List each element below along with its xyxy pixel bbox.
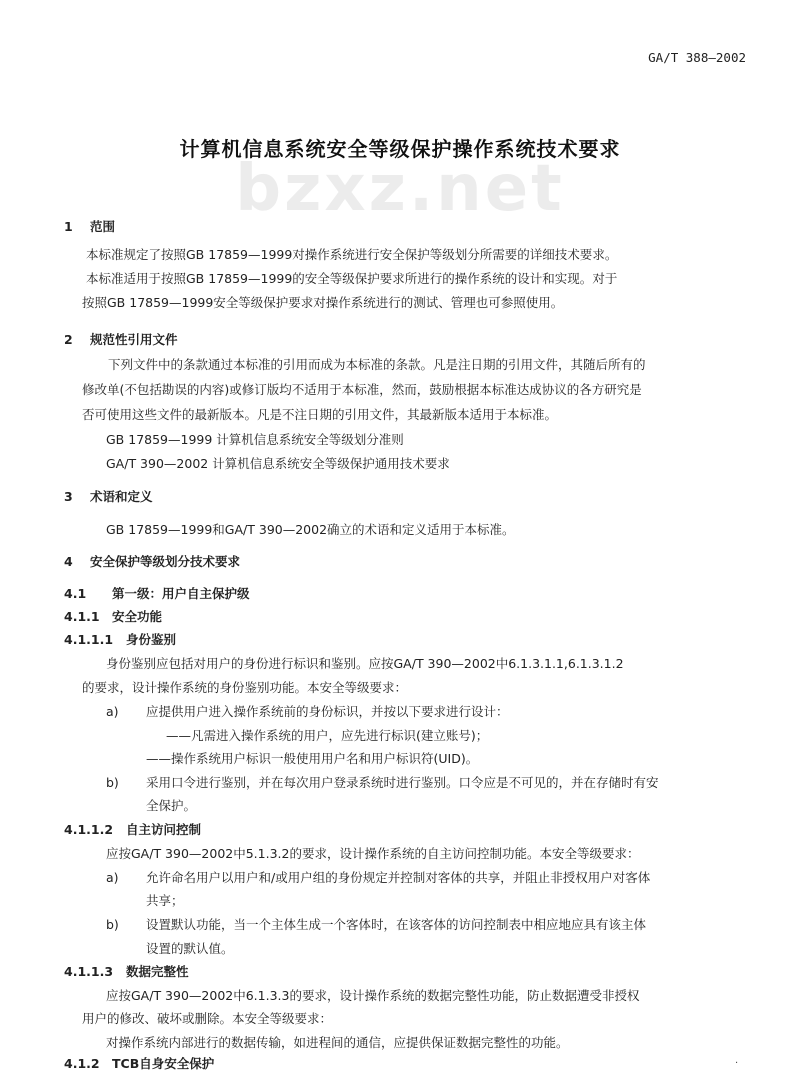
- identity-item-a: a) 应提供用户进入操作系统前的身份标识，并按以下要求进行设计：: [106, 704, 509, 719]
- identity-para-1b: 的要求，设计操作系统的身份鉴别功能。本安全等级要求：: [82, 680, 408, 695]
- section-4-1-heading: 4.1 第一级：用户自主保护级: [64, 586, 250, 601]
- reference-1: GB 17859—1999 计算机信息系统安全等级划分准则: [106, 432, 404, 447]
- integrity-para-1b: 用户的修改、破坏或删除。本安全等级要求：: [82, 1011, 333, 1026]
- section-4-1-1-1-heading: 4.1.1.1 身份鉴别: [64, 632, 177, 647]
- document-code: GA/T 388—2002: [648, 50, 746, 65]
- section-4-1-1-heading: 4.1.1 安全功能: [64, 609, 163, 624]
- section-1-heading: 1 范围: [64, 219, 116, 234]
- watermark: bzxz.net: [235, 152, 565, 226]
- section-2-heading: 2 规范性引用文件: [64, 332, 178, 347]
- section-3-heading: 3 术语和定义: [64, 489, 153, 504]
- section-4-1-2-heading: 4.1.2 TCB自身安全保护: [64, 1056, 215, 1071]
- page-title: 计算机信息系统安全等级保护操作系统技术要求: [179, 137, 621, 161]
- access-para-1: 应按GA/T 390—2002中5.1.3.2的要求，设计操作系统的自主访问控制功能。本安全等级要求：: [106, 846, 640, 861]
- access-item-a: a) 允许命名用户以用户和/或用户组的身份规定并控制对客体的共享，并阻止非授权用户对客体: [106, 870, 651, 885]
- access-item-b-cont: 设置的默认值。: [146, 941, 234, 956]
- integrity-para-2: 对操作系统内部进行的数据传输，如进程间的通信，应提供保证数据完整性的功能。: [106, 1035, 569, 1050]
- section-1-para-1: 本标准规定了按照GB 17859—1999对操作系统进行安全保护等级划分所需要的详细技术要求。: [86, 247, 618, 262]
- section-4-1-1-3-heading: 4.1.1.3 数据完整性: [64, 964, 189, 979]
- identity-item-b-cont: 全保护。: [146, 798, 197, 813]
- section-2-para-1a: 下列文件中的条款通过本标准的引用而成为本标准的条款。凡是注日期的引用文件，其随后所有的: [108, 357, 646, 372]
- section-4-heading: 4 安全保护等级划分技术要求: [64, 554, 241, 569]
- section-2-para-1c: 否可使用这些文件的最新版本。凡是不注日期的引用文件，其最新版本适用于本标准。: [82, 407, 558, 422]
- section-3-para-1: GB 17859—1999和GA/T 390—2002确立的术语和定义适用于本标准。: [106, 522, 515, 537]
- identity-item-a-dash-1: ——凡需进入操作系统的用户，应先进行标识(建立账号)；: [166, 728, 489, 743]
- section-4-1-1-2-heading: 4.1.1.2 自主访问控制: [64, 822, 202, 837]
- reference-2: GA/T 390—2002 计算机信息系统安全等级保护通用技术要求: [106, 456, 450, 471]
- integrity-para-1a: 应按GA/T 390—2002中6.1.3.3的要求，设计操作系统的数据完整性功能，防止数据遭受非授权: [106, 988, 640, 1003]
- section-2-para-1b: 修改单(不包括勘误的内容)或修订版均不适用于本标准，然而，鼓励根据本标准达成协议的各方研究是: [82, 382, 642, 397]
- identity-para-1a: 身份鉴别应包括对用户的身份进行标识和鉴别。应按GA/T 390—2002中6.1.3.1.1,6.1.3.1.2: [106, 656, 624, 671]
- section-1-para-2a: 本标准适用于按照GB 17859—1999的安全等级保护要求所进行的操作系统的设计和实现。对于: [86, 271, 618, 286]
- section-1-para-2b: 按照GB 17859—1999安全等级保护要求对操作系统进行的测试、管理也可参照使用。: [82, 295, 564, 310]
- access-item-a-cont: 共享；: [146, 893, 184, 908]
- identity-item-b: b) 采用口令进行鉴别，并在每次用户登录系统时进行鉴别。口令应是不可见的，并在存储时有安: [106, 775, 659, 790]
- page-mark: ·: [735, 1058, 739, 1069]
- access-item-b: b) 设置默认功能，当一个主体生成一个客体时，在该客体的访问控制表中相应地应具有该主体: [106, 917, 647, 932]
- identity-item-a-dash-2: ——操作系统用户标识一般使用用户名和用户标识符(UID)。: [146, 751, 479, 766]
